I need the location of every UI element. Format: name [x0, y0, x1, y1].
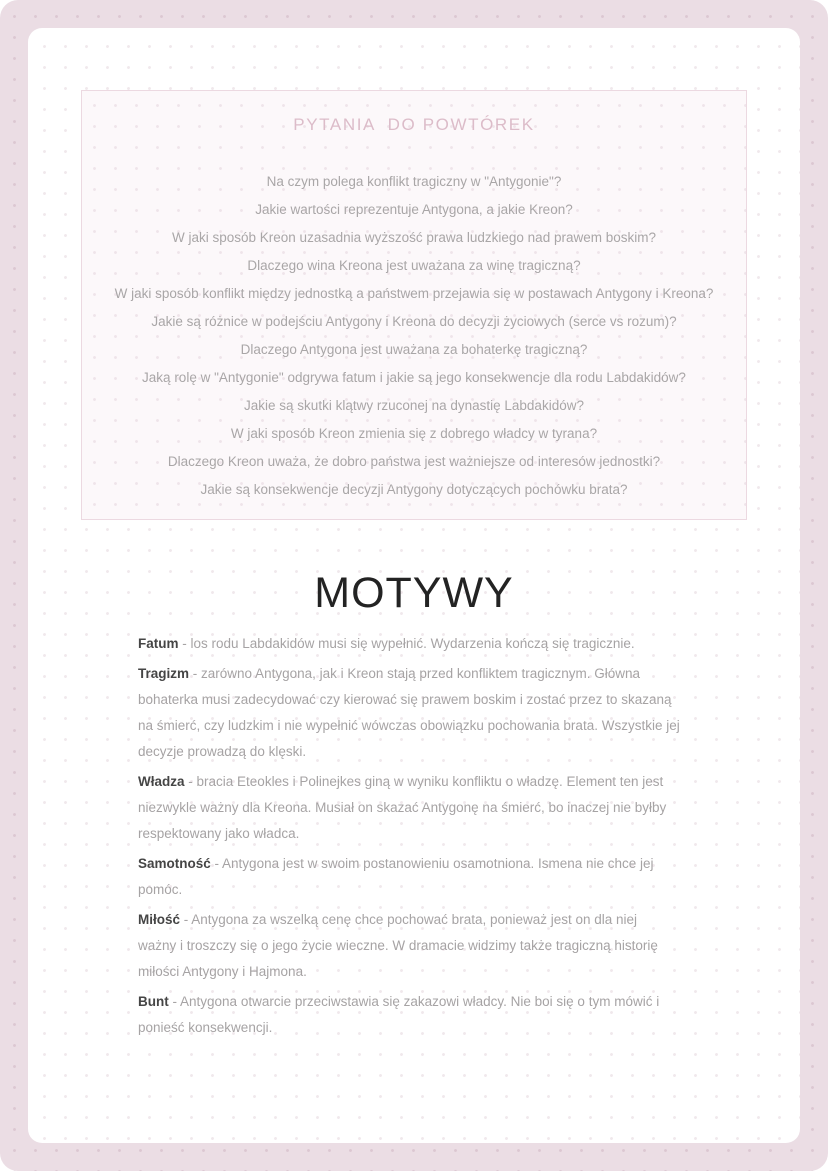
- motif-line: pomóc.: [138, 882, 183, 897]
- motif-term: Samotność: [138, 856, 211, 871]
- motifs-heading: MOTYWY: [314, 569, 514, 617]
- questions-list: [82, 168, 746, 504]
- motif-paragraph: [138, 907, 738, 985]
- question-line: W jaki sposób Kreon zmienia się z dobrego władcy w tyrana?: [230, 426, 598, 441]
- question-line: Jakie są różnice w podejściu Antygony i Kreona do decyzji życiowych (serce vs rozum)?: [151, 314, 677, 329]
- question-line: Jakie są konsekwencje decyzji Antygony dotyczących pochówku brata?: [200, 482, 628, 497]
- question-line: Jaką rolę w "Antygonie" odgrywa fatum i jakie są jego konsekwencje dla rodu Labdakidów?: [142, 370, 686, 385]
- motif-paragraph: [138, 661, 738, 765]
- question-line: Dlaczego wina Kreona jest uważana za winę tragiczną?: [247, 258, 581, 273]
- question-line: Dlaczego Antygona jest uważana za bohaterkę tragiczną?: [240, 342, 588, 357]
- motif-line: niezwykle ważny dla Kreona. Musiał on skazać Antygonę na śmierć, bo inaczej nie byłby: [138, 800, 667, 815]
- motif-term: Bunt: [138, 994, 169, 1009]
- question-line: Dlaczego Kreon uważa, że dobro państwa jest ważniejsze od interesów jednostki?: [167, 454, 661, 469]
- motif-line: decyzje prowadzą do klęski.: [138, 744, 307, 759]
- motif-line: na śmierć, czy ludzkim i nie wypełnić wówczas obowiązku pochowania brata. Wszystkie jej: [138, 718, 680, 733]
- notebook-page: [28, 28, 800, 1143]
- motif-paragraph: [138, 851, 738, 903]
- motif-paragraph: [138, 631, 738, 657]
- motif-line: miłości Antygony i Hajmona.: [138, 964, 307, 979]
- questions-box: [81, 90, 747, 520]
- question-line: W jaki sposób konflikt między jednostką a państwem przejawia się w postawach Antygony i Kreona?: [114, 286, 714, 301]
- question-line: W jaki sposób Kreon uzasadnia wyższość prawa ludzkiego nad prawem boskim?: [172, 230, 656, 245]
- motif-line: - los rodu Labdakidów musi się wypełnić. Wydarzenia kończą się tragicznie.: [182, 636, 635, 651]
- motifs-list: [138, 631, 738, 1041]
- motif-line: - Antygona jest w swoim postanowieniu osamotniona. Ismena nie chce jej: [214, 856, 654, 871]
- question-line: Na czym polega konflikt tragiczny w "Antygonie"?: [266, 174, 562, 189]
- motif-line: - Antygona otwarcie przeciwstawia się zakazowi władcy. Nie boi się o tym mówić i: [172, 994, 660, 1009]
- motif-line: - Antygona za wszelką cenę chce pochować brata, ponieważ jest on dla niej: [183, 912, 638, 927]
- motif-line: - zarówno Antygona, jak i Kreon stają przed konfliktem tragicznym. Główna: [192, 666, 640, 681]
- motif-term: Władza: [138, 774, 185, 789]
- questions-title: PYTANIA DO POWTÓREK: [293, 115, 535, 134]
- motif-line: - bracia Eteokles i Polinejkes giną w wyniku konfliktu o władzę. Element ten jest: [188, 774, 664, 789]
- motif-line: bohaterka musi zadecydować czy kierować się prawem boskim i zostać przez to skazaną: [138, 692, 672, 707]
- motif-paragraph: [138, 769, 738, 847]
- motif-paragraph: [138, 989, 738, 1041]
- question-line: Jakie wartości reprezentuje Antygona, a jakie Kreon?: [255, 202, 573, 217]
- motif-line: respektowany jako władca.: [138, 826, 300, 841]
- motif-term: Tragizm: [138, 666, 190, 681]
- motif-line: ponieść konsekwencji.: [138, 1020, 273, 1035]
- motif-line: ważny i troszczy się o jego życie wieczne. W dramacie widzimy także tragiczną historię: [138, 938, 658, 953]
- motif-term: Fatum: [138, 636, 179, 651]
- motif-term: Miłość: [138, 912, 181, 927]
- question-line: Jakie są skutki klątwy rzuconej na dynastię Labdakidów?: [244, 398, 584, 413]
